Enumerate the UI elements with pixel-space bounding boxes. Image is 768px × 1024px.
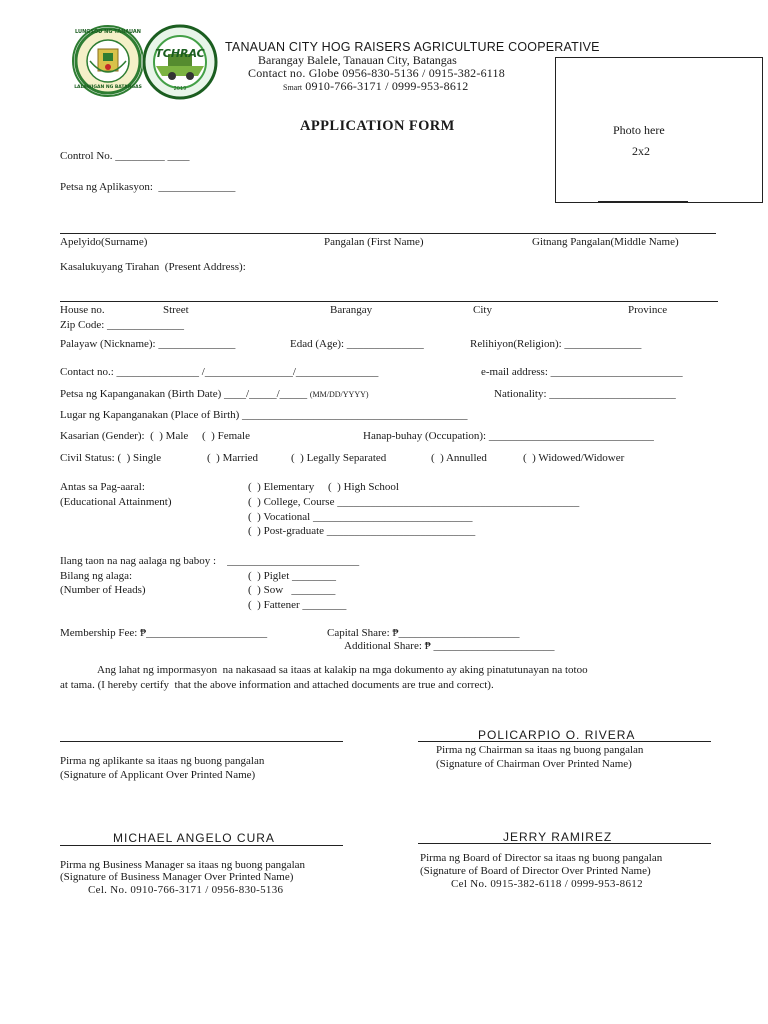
chairman-signature-label: Pirma ng Chairman sa itaas ng buong pangalan — [436, 744, 644, 756]
civil-status-widowed[interactable]: ( ) Widowed/Widower — [523, 452, 625, 464]
applicant-signature-label: Pirma ng aplikante sa itaas ng buong pangalan — [60, 755, 265, 767]
manager-name: MICHAEL ANGELO CURA — [113, 831, 275, 845]
city-label: City — [473, 304, 492, 316]
name-line[interactable] — [60, 233, 716, 234]
address-line[interactable] — [60, 301, 718, 302]
education-elementary-highschool[interactable]: ( ) Elementary ( ) High School — [248, 481, 399, 493]
manager-signature-label: Pirma ng Business Manager sa itaas ng buong pangalan — [60, 859, 306, 871]
nationality-field[interactable]: Nationality: _______________________ — [494, 388, 676, 400]
heads-label: Bilang ng alaga: — [60, 570, 133, 582]
applicant-signature-line[interactable] — [60, 741, 343, 742]
province-label: Province — [628, 304, 668, 316]
education-postgraduate[interactable]: ( ) Post-graduate ___________________________ — [248, 525, 476, 537]
civil-status-married[interactable]: ( ) Married — [207, 452, 259, 464]
manager-signature-line[interactable] — [60, 845, 343, 846]
zip-code-field[interactable]: Zip Code: ______________ — [60, 319, 185, 331]
chairman-name: POLICARPIO O. RIVERA — [478, 728, 636, 742]
certification-line-1: Ang lahat ng impormasyon na nakasaad sa itaas at kalakip na mga dokumento ay aking pinatutunayan na totoo — [97, 664, 588, 676]
education-college[interactable]: ( ) College, Course ____________________________________________ — [248, 496, 580, 508]
director-signature-label-en: (Signature of Board of Director Over Printed Name) — [420, 865, 651, 877]
civil-status-single[interactable]: Civil Status: ( ) Single — [60, 452, 162, 464]
street-label: Street — [163, 304, 189, 316]
chairman-signature-label-en: (Signature of Chairman Over Printed Name) — [436, 758, 632, 770]
religion-field[interactable]: Relihiyon(Religion): ______________ — [470, 338, 642, 350]
photo-label: Photo here — [613, 123, 665, 137]
organization-address: Barangay Balele, Tanauan City, Batangas — [258, 53, 457, 67]
house-no-label: House no. — [60, 304, 105, 316]
years-raising-field[interactable]: Ilang taon na nag aalaga ng baboy : ________________________ — [60, 555, 360, 567]
manager-signature-label-en: (Signature of Business Manager Over Printed Name) — [60, 871, 294, 883]
coop-logo-title: TCHRAC — [155, 47, 205, 60]
applicant-signature-label-en: (Signature of Applicant Over Printed Name) — [60, 769, 256, 781]
birth-date-format: (MM/DD/YYYY) — [309, 390, 369, 399]
photo-underline — [598, 201, 688, 202]
director-name: JERRY RAMIREZ — [503, 830, 613, 844]
gender-options[interactable]: Kasarian (Gender): ( ) Male ( ) Female — [60, 430, 250, 442]
email-field[interactable]: e-mail address: ________________________ — [481, 366, 683, 378]
seal-text-top: LUNGSOD NG TANAUAN — [75, 29, 141, 35]
contact-smart — [283, 80, 468, 92]
middle-name-label: Gitnang Pangalan(Middle Name) — [532, 236, 679, 248]
education-vocational[interactable]: ( ) Vocational _____________________________ — [248, 511, 473, 523]
first-name-label: Pangalan (First Name) — [324, 236, 424, 248]
surname-label: Apelyido(Surname) — [60, 236, 148, 248]
certification-line-2: at tama. (I hereby certify that the above information and attached documents are true and correct). — [60, 679, 494, 691]
director-signature-label: Pirma ng Board of Director sa itaas ng buong pangalan — [420, 852, 663, 864]
age-field[interactable]: Edad (Age): ______________ — [290, 338, 424, 350]
membership-fee-field[interactable]: Membership Fee: ₱______________________ — [60, 627, 268, 639]
civil-status-separated[interactable]: ( ) Legally Separated — [291, 452, 387, 464]
nickname-field[interactable]: Palayaw (Nickname): ______________ — [60, 338, 236, 350]
contact-globe: Contact no. Globe 0956-830-5136 / 0915-382-6118 — [248, 66, 505, 80]
application-date-field[interactable]: Petsa ng Aplikasyon: ______________ — [60, 181, 236, 193]
birth-date-field[interactable] — [60, 389, 369, 400]
photo-size: 2x2 — [632, 144, 650, 158]
coop-logo-year: 2019 — [173, 86, 187, 92]
manager-cel-no: Cel. No. 0910-766-3171 / 0956-830-5136 — [88, 884, 284, 896]
contact-number-field[interactable]: Contact no.: _______________ /________________/_______________ — [60, 366, 379, 378]
photo-box[interactable] — [555, 57, 763, 203]
seal-text-bottom: LALAWIGAN NG BATANGAS — [74, 85, 142, 90]
director-cel-no: Cel No. 0915-382-6118 / 0999-953-8612 — [451, 878, 643, 890]
education-label: Antas sa Pag-aaral: — [60, 481, 145, 493]
form-title: APPLICATION FORM — [300, 118, 455, 134]
cooperative-logo — [142, 24, 218, 100]
education-label-en: (Educational Attainment) — [60, 496, 172, 508]
smart-label: Smart — [283, 83, 303, 92]
birth-place-field[interactable]: Lugar ng Kapanganakan (Place of Birth) _________________________________________ — [60, 409, 468, 421]
present-address-label: Kasalukuyang Tirahan (Present Address): — [60, 261, 246, 273]
barangay-label: Barangay — [330, 304, 373, 316]
city-seal-logo — [72, 25, 144, 97]
control-number-field[interactable]: Control No. _________ ____ — [60, 150, 190, 162]
additional-share-field[interactable]: Additional Share: ₱ ______________________ — [344, 640, 555, 652]
heads-piglet[interactable]: ( ) Piglet ________ — [248, 570, 336, 582]
civil-status-annulled[interactable]: ( ) Annulled — [431, 452, 487, 464]
birth-date-label: Petsa ng Kapanganakan (Birth Date) ____/_____/_____ — [60, 388, 308, 400]
heads-fattener[interactable]: ( ) Fattener ________ — [248, 599, 347, 611]
capital-share-field[interactable]: Capital Share: ₱______________________ — [327, 627, 520, 639]
smart-numbers: 0910-766-3171 / 0999-953-8612 — [302, 79, 469, 93]
organization-name: TANAUAN CITY HOG RAISERS AGRICULTURE COOPERATIVE — [225, 40, 600, 54]
heads-label-en: (Number of Heads) — [60, 584, 146, 596]
occupation-field[interactable]: Hanap-buhay (Occupation): ______________________________ — [363, 430, 654, 442]
heads-sow[interactable]: ( ) Sow ________ — [248, 584, 336, 596]
